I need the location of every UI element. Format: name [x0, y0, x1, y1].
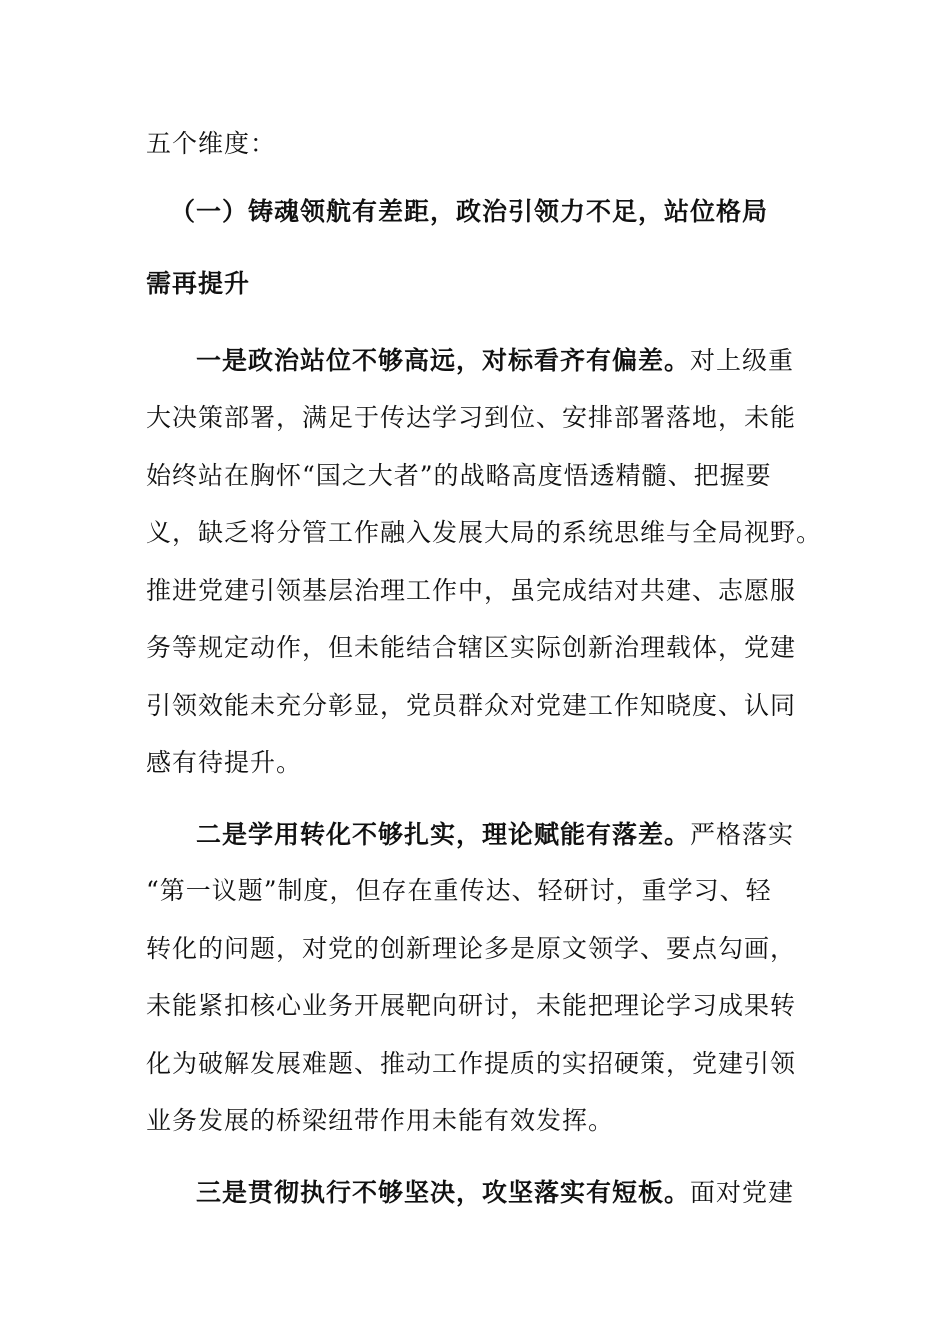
paragraph-3-lead: 三是贯彻执行不够坚决，攻坚落实有短板。: [196, 1178, 691, 1207]
paragraph-2-line: 转化的问题，对党的创新理论多是原文领学、要点勾画，: [146, 934, 797, 963]
paragraph-1-first-line: [196, 345, 856, 377]
paragraph-1-lead: 一是政治站位不够高远，对标看齐有偏差。: [196, 346, 691, 375]
paragraph-1-line: 大决策部署，满足于传达学习到位、安排部署落地，未能: [146, 403, 797, 432]
intro-line: 五个维度：: [146, 129, 277, 158]
paragraph-2-first-line: [196, 819, 856, 851]
paragraph-1-line: 引领效能未充分彰显，党员群众对党建工作知晓度、认同: [146, 691, 797, 720]
paragraph-1-first-rest: 对上级重: [690, 346, 795, 375]
paragraph-2-lead: 二是学用转化不够扎实，理论赋能有落差。: [196, 820, 691, 849]
paragraph-3-first-line: [196, 1177, 856, 1209]
paragraph-1-line: 始终站在胸怀“国之大者”的战略高度悟透精髓、把握要: [146, 461, 772, 490]
paragraph-1-line: 义，缺乏将分管工作融入发展大局的系统思维与全局视野。: [146, 518, 823, 547]
paragraph-2-first-rest: 严格落实: [690, 820, 795, 849]
paragraph-2-line: 业务发展的桥梁纽带作用未能有效发挥。: [146, 1106, 615, 1135]
paragraph-2-line: 化为破解发展难题、推动工作提质的实招硬策，党建引领: [146, 1049, 797, 1078]
paragraph-1-line: 推进党建引领基层治理工作中，虽完成结对共建、志愿服: [146, 576, 797, 605]
paragraph-1-line: 感有待提升。: [146, 748, 303, 777]
section-heading-line-2: 需再提升: [146, 269, 251, 298]
paragraph-1-line: 务等规定动作，但未能结合辖区实际创新治理载体，党建: [146, 633, 797, 662]
paragraph-2-line: 未能紧扣核心业务开展靶向研讨，未能把理论学习成果转: [146, 991, 797, 1020]
paragraph-2-line: “第一议题”制度，但存在重传达、轻研讨，重学习、轻: [146, 876, 772, 905]
paragraph-3-first-rest: 面对党建: [690, 1178, 795, 1207]
section-heading-line-1: （一）铸魂领航有差距，政治引领力不足，站位格局: [170, 197, 769, 226]
